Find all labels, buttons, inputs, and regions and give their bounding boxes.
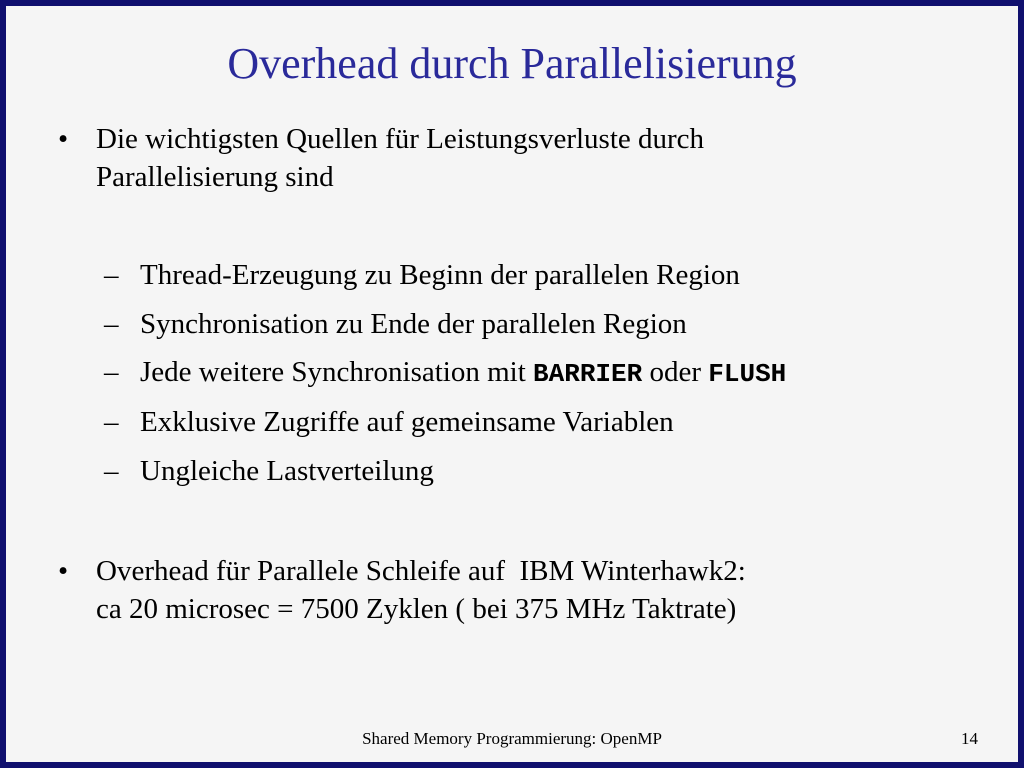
bullet-line: Parallelisierung sind — [96, 161, 334, 193]
bullet-line: ca 20 microsec = 7500 Zyklen ( bei 375 MHz Taktrate) — [96, 593, 737, 625]
sub-item-text: Thread-Erzeugung zu Beginn der parallelen Region — [140, 259, 740, 291]
dash-glyph: – — [104, 356, 119, 388]
bullet-glyph: • — [58, 123, 69, 155]
sub-item-text: Exklusive Zugriffe auf gemeinsame Variablen — [140, 406, 674, 438]
bullet-text — [96, 552, 936, 628]
dash-glyph: – — [104, 259, 119, 291]
bullet-text — [96, 120, 936, 196]
sub-item-text: Ungleiche Lastverteilung — [140, 455, 434, 487]
bullet-line: Overhead für Parallele Schleife auf IBM Winterhawk2: — [96, 555, 746, 587]
flush-keyword: FLUSH — [708, 359, 787, 389]
dash-glyph: – — [104, 455, 119, 487]
sub-item-text-part: oder — [642, 356, 709, 388]
slide-number: 14 — [961, 729, 978, 748]
dash-glyph: – — [104, 406, 119, 438]
sub-item-text: Synchronisation zu Ende der parallelen Region — [140, 308, 687, 340]
sub-item-text-part: Jede weitere Synchronisation mit — [140, 356, 534, 388]
footer-course-title: Shared Memory Programmierung: OpenMP — [362, 729, 662, 748]
bullet-glyph: • — [58, 555, 69, 587]
slide-title: Overhead durch Parallelisierung — [227, 39, 797, 88]
barrier-keyword: BARRIER — [533, 359, 643, 389]
dash-glyph: – — [104, 308, 119, 340]
bullet-line: Die wichtigsten Quellen für Leistungsverluste durch — [96, 123, 705, 155]
sub-item-text — [140, 354, 786, 392]
